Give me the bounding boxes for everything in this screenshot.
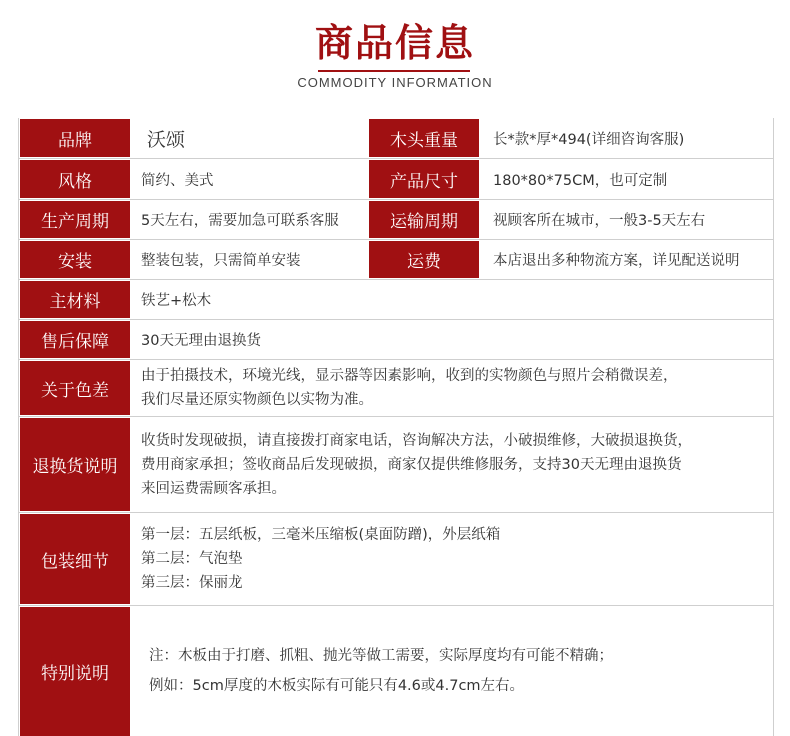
table-row (19, 118, 773, 159)
period-label: 生产周期 (20, 201, 130, 238)
table-row (19, 200, 773, 240)
brand-value: 沃颂 (147, 128, 186, 151)
color-diff-label: 关于色差 (20, 361, 130, 415)
packing-value (141, 513, 769, 605)
freight-value: 本店退出多种物流方案，详见配送说明 (493, 253, 740, 269)
packing-label: 包装细节 (20, 514, 130, 604)
size-value: 180*80*75CM，也可定制 (493, 172, 668, 189)
install-value: 整装包装，只需简单安装 (141, 253, 301, 269)
after-sales-value: 30天无理由退换货 (141, 333, 261, 349)
color-diff-line: 由于拍摄技术，环境光线，显示器等因素影响，收到的实物颜色与照片会稍微误差， (141, 368, 678, 384)
table-row (19, 280, 773, 320)
special-line: 注：木板由于打磨、抓粗、抛光等做工需要，实际厚度均有可能不精确； (149, 648, 613, 664)
title-divider (318, 70, 470, 72)
special-label: 特别说明 (20, 607, 130, 736)
material-label: 主材料 (20, 281, 130, 318)
brand-label: 品牌 (20, 119, 130, 157)
page-header (0, 0, 790, 110)
material-value: 铁艺+松木 (141, 293, 212, 309)
packing-line: 第一层：五层纸板，三毫米压缩板(桌面防蹭)，外层纸箱 (141, 527, 501, 543)
size-label: 产品尺寸 (369, 160, 479, 198)
color-diff-value (141, 360, 769, 416)
style-label: 风格 (20, 160, 130, 198)
weight-label: 木头重量 (369, 119, 479, 157)
style-value: 简约、美式 (141, 172, 214, 189)
table-row (19, 360, 773, 417)
returns-line: 费用商家承担；签收商品后发现破损，商家仅提供维修服务，支持30天无理由退换货 (141, 456, 682, 473)
table-row (19, 240, 773, 280)
shipping-period-label: 运输周期 (369, 201, 479, 238)
returns-value (141, 417, 769, 512)
returns-label: 退换货说明 (20, 418, 130, 511)
install-label: 安装 (20, 241, 130, 278)
table-row (19, 159, 773, 200)
returns-line: 收货时发现破损，请直接拨打商家电话，咨询解决方法，小破损维修，大破损退换货， (141, 432, 692, 449)
table-row (19, 513, 773, 606)
packing-line: 第二层：气泡垫 (141, 551, 243, 567)
freight-label: 运费 (369, 241, 479, 278)
special-line: 例如：5cm厚度的木板实际有可能只有4.6或4.7cm左右。 (149, 678, 525, 694)
color-diff-line: 我们尽量还原实物颜色以实物为准。 (141, 392, 373, 408)
special-value (141, 606, 777, 736)
table-row (19, 606, 773, 736)
after-sales-label: 售后保障 (20, 321, 130, 358)
packing-line: 第三层：保丽龙 (141, 575, 243, 591)
shipping-period-value: 视顾客所在城市，一般3-5天左右 (493, 213, 706, 229)
weight-value: 长*款*厚*494(详细咨询客服) (493, 131, 685, 148)
page-title: 商品信息 (314, 21, 475, 65)
returns-line: 来回运费需顾客承担。 (141, 480, 286, 497)
table-row (19, 320, 773, 360)
period-value: 5天左右，需要加急可联系客服 (141, 213, 339, 229)
table-row (19, 417, 773, 513)
commodity-info-table (18, 118, 774, 736)
page-subtitle: COMMODITY INFORMATION (297, 75, 493, 90)
